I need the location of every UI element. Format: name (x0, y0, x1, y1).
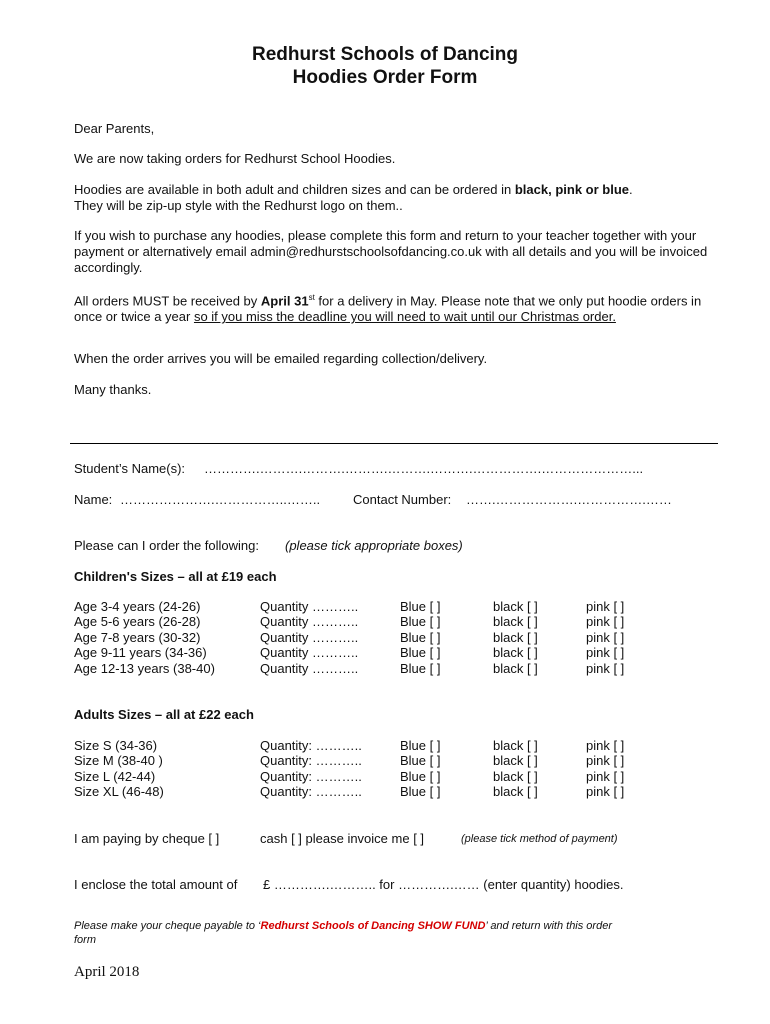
paragraph-2-text: Hoodies are available in both adult and children sizes and can be ordered in (74, 182, 515, 197)
size-row (74, 753, 714, 769)
colour-options: black, pink or blue (514, 182, 629, 197)
black-checkbox[interactable]: black [ ] (493, 614, 538, 630)
quantity-field[interactable]: Quantity: ……….. (260, 768, 362, 784)
adults-sizes-heading-text: Adults Sizes – all at £22 each (74, 707, 254, 722)
quantity-field[interactable]: Quantity ……….. (260, 645, 359, 661)
size-label: Size L (42-44) (74, 768, 156, 784)
cheque-note-line2: form (74, 934, 96, 946)
size-label: Age 12-13 years (38-40) (74, 660, 215, 676)
size-label: Age 3-4 years (24-26) (74, 599, 201, 614)
paragraph-3: If you wish to purchase any hoodies, please complete this form and return to your teacher together with your payment or alternatively email admin@redhurstschoolsofdancing.co.uk with all details and you will be invoiced accordingly. (74, 228, 708, 275)
blue-checkbox[interactable]: Blue [ ] (400, 768, 441, 784)
blue-checkbox[interactable]: Blue [ ] (400, 753, 441, 769)
contact-row[interactable] (74, 492, 714, 508)
pink-checkbox[interactable]: pink [ ] (586, 784, 625, 800)
quantity-field[interactable]: Quantity ……….. (260, 614, 359, 630)
cheque-note-end: ’ and return with this order (485, 920, 612, 932)
student-name-field[interactable]: ………….……….……….……….……….……….…………….…………………... (204, 461, 644, 476)
pink-checkbox[interactable]: pink [ ] (586, 645, 625, 661)
form-date: April 2018 (74, 964, 140, 980)
blue-checkbox[interactable]: Blue [ ] (400, 738, 441, 753)
quantity-field[interactable]: Quantity ……….. (260, 599, 359, 614)
paragraph-4 (74, 290, 714, 325)
paragraph-2-line2: They will be zip-up style with the Redhurst logo on them.. (74, 198, 403, 213)
size-label: Age 9-11 years (34-36) (74, 645, 207, 661)
size-label: Age 5-6 years (26-28) (74, 614, 201, 630)
pink-checkbox[interactable]: pink [ ] (586, 614, 625, 630)
paragraph-4-text: All orders MUST be received by (74, 293, 261, 309)
cheque-note-start: Please make your cheque payable to ‘ (74, 920, 261, 932)
size-label: Age 7-8 years (30-32) (74, 629, 201, 645)
quantity-field[interactable]: Quantity ……….. (260, 629, 359, 645)
enclose-amount-field[interactable]: £ ………….……….. for ………….…… (enter quantity) hoodies. (263, 877, 624, 892)
form-title-line1: Redhurst Schools of Dancing (251, 44, 519, 65)
payment-row (74, 831, 714, 847)
quantity-field[interactable]: Quantity: ……….. (260, 784, 362, 800)
black-checkbox[interactable]: black [ ] (493, 768, 538, 784)
greeting: Dear Parents, (74, 121, 155, 136)
deadline-suffix: st (308, 293, 315, 302)
size-label: Size XL (46-48) (74, 784, 164, 800)
blue-checkbox[interactable]: Blue [ ] (400, 784, 441, 800)
quantity-field[interactable]: Quantity ……….. (260, 660, 359, 676)
pink-checkbox[interactable]: pink [ ] (586, 768, 625, 784)
size-row (74, 614, 714, 630)
blue-checkbox[interactable]: Blue [ ] (400, 614, 441, 630)
order-intro-hint: (please tick appropriate boxes) (285, 538, 463, 553)
black-checkbox[interactable]: black [ ] (493, 753, 538, 769)
size-row (74, 599, 714, 615)
enclose-row (74, 877, 714, 893)
deadline-warning: so if you miss the deadline you will need to wait until our Christmas order. (193, 309, 616, 325)
contact-number-field[interactable]: …….……………….…………….…… (466, 492, 672, 507)
size-row (74, 645, 714, 661)
cheque-payable-note (74, 919, 734, 947)
adults-sizes-heading (74, 707, 474, 723)
enclose-label: I enclose the total amount of (74, 877, 238, 892)
blue-checkbox[interactable]: Blue [ ] (400, 645, 441, 661)
blue-checkbox[interactable]: Blue [ ] (400, 599, 441, 614)
pink-checkbox[interactable]: pink [ ] (586, 629, 625, 645)
name-label: Name: (74, 492, 113, 507)
black-checkbox[interactable]: black [ ] (493, 738, 538, 753)
payment-hint: (please tick method of payment) (461, 833, 618, 845)
size-row (74, 630, 714, 646)
paragraph-1: We are now taking orders for Redhurst School Hoodies. (74, 151, 396, 166)
divider-line (70, 443, 718, 444)
order-intro (74, 538, 714, 554)
name-field[interactable]: ………………….……………..…….. (120, 492, 321, 507)
quantity-field[interactable]: Quantity: ……….. (260, 753, 362, 769)
payee-name: Redhurst Schools of Dancing SHOW FUND (260, 920, 486, 932)
blue-checkbox[interactable]: Blue [ ] (400, 660, 441, 676)
black-checkbox[interactable]: black [ ] (493, 645, 538, 661)
black-checkbox[interactable]: black [ ] (493, 599, 538, 614)
paragraph-5: When the order arrives you will be emailed regarding collection/delivery. (74, 351, 488, 366)
cash-invoice-options[interactable]: cash [ ] please invoice me [ ] (260, 831, 425, 846)
black-checkbox[interactable]: black [ ] (493, 660, 538, 676)
blue-checkbox[interactable]: Blue [ ] (400, 629, 441, 645)
size-row (74, 769, 714, 785)
black-checkbox[interactable]: black [ ] (493, 784, 538, 800)
student-name-label: Student’s Name(s): (74, 461, 186, 476)
pink-checkbox[interactable]: pink [ ] (586, 753, 625, 769)
order-intro-text: Please can I order the following: (74, 538, 259, 553)
size-row (74, 661, 714, 677)
children-sizes-heading (74, 569, 474, 585)
size-label: Size S (34-36) (74, 738, 158, 753)
contact-number-label: Contact Number: (353, 492, 452, 507)
deadline-date: April 31 (260, 293, 309, 309)
paragraph-4-middle: for a delivery in May. Please note that we only put hoodie orders in once or twice a year (74, 293, 702, 325)
pink-checkbox[interactable]: pink [ ] (586, 599, 625, 614)
paragraph-6: Many thanks. (74, 382, 152, 397)
paragraph-2 (74, 182, 714, 214)
size-label: Size M (38-40 ) (74, 753, 163, 769)
paragraph-2-period: . (629, 182, 633, 197)
size-row (74, 784, 714, 800)
quantity-field[interactable]: Quantity: ……….. (260, 738, 362, 753)
pay-by-cheque-option[interactable]: I am paying by cheque [ ] (74, 831, 220, 846)
children-sizes-heading-text: Children's Sizes – all at £19 each (74, 569, 277, 584)
student-name-row[interactable] (74, 461, 714, 477)
pink-checkbox[interactable]: pink [ ] (586, 660, 625, 676)
black-checkbox[interactable]: black [ ] (493, 629, 538, 645)
form-title-line2: Hoodies Order Form (292, 67, 478, 88)
pink-checkbox[interactable]: pink [ ] (586, 738, 625, 753)
size-row (74, 738, 714, 754)
